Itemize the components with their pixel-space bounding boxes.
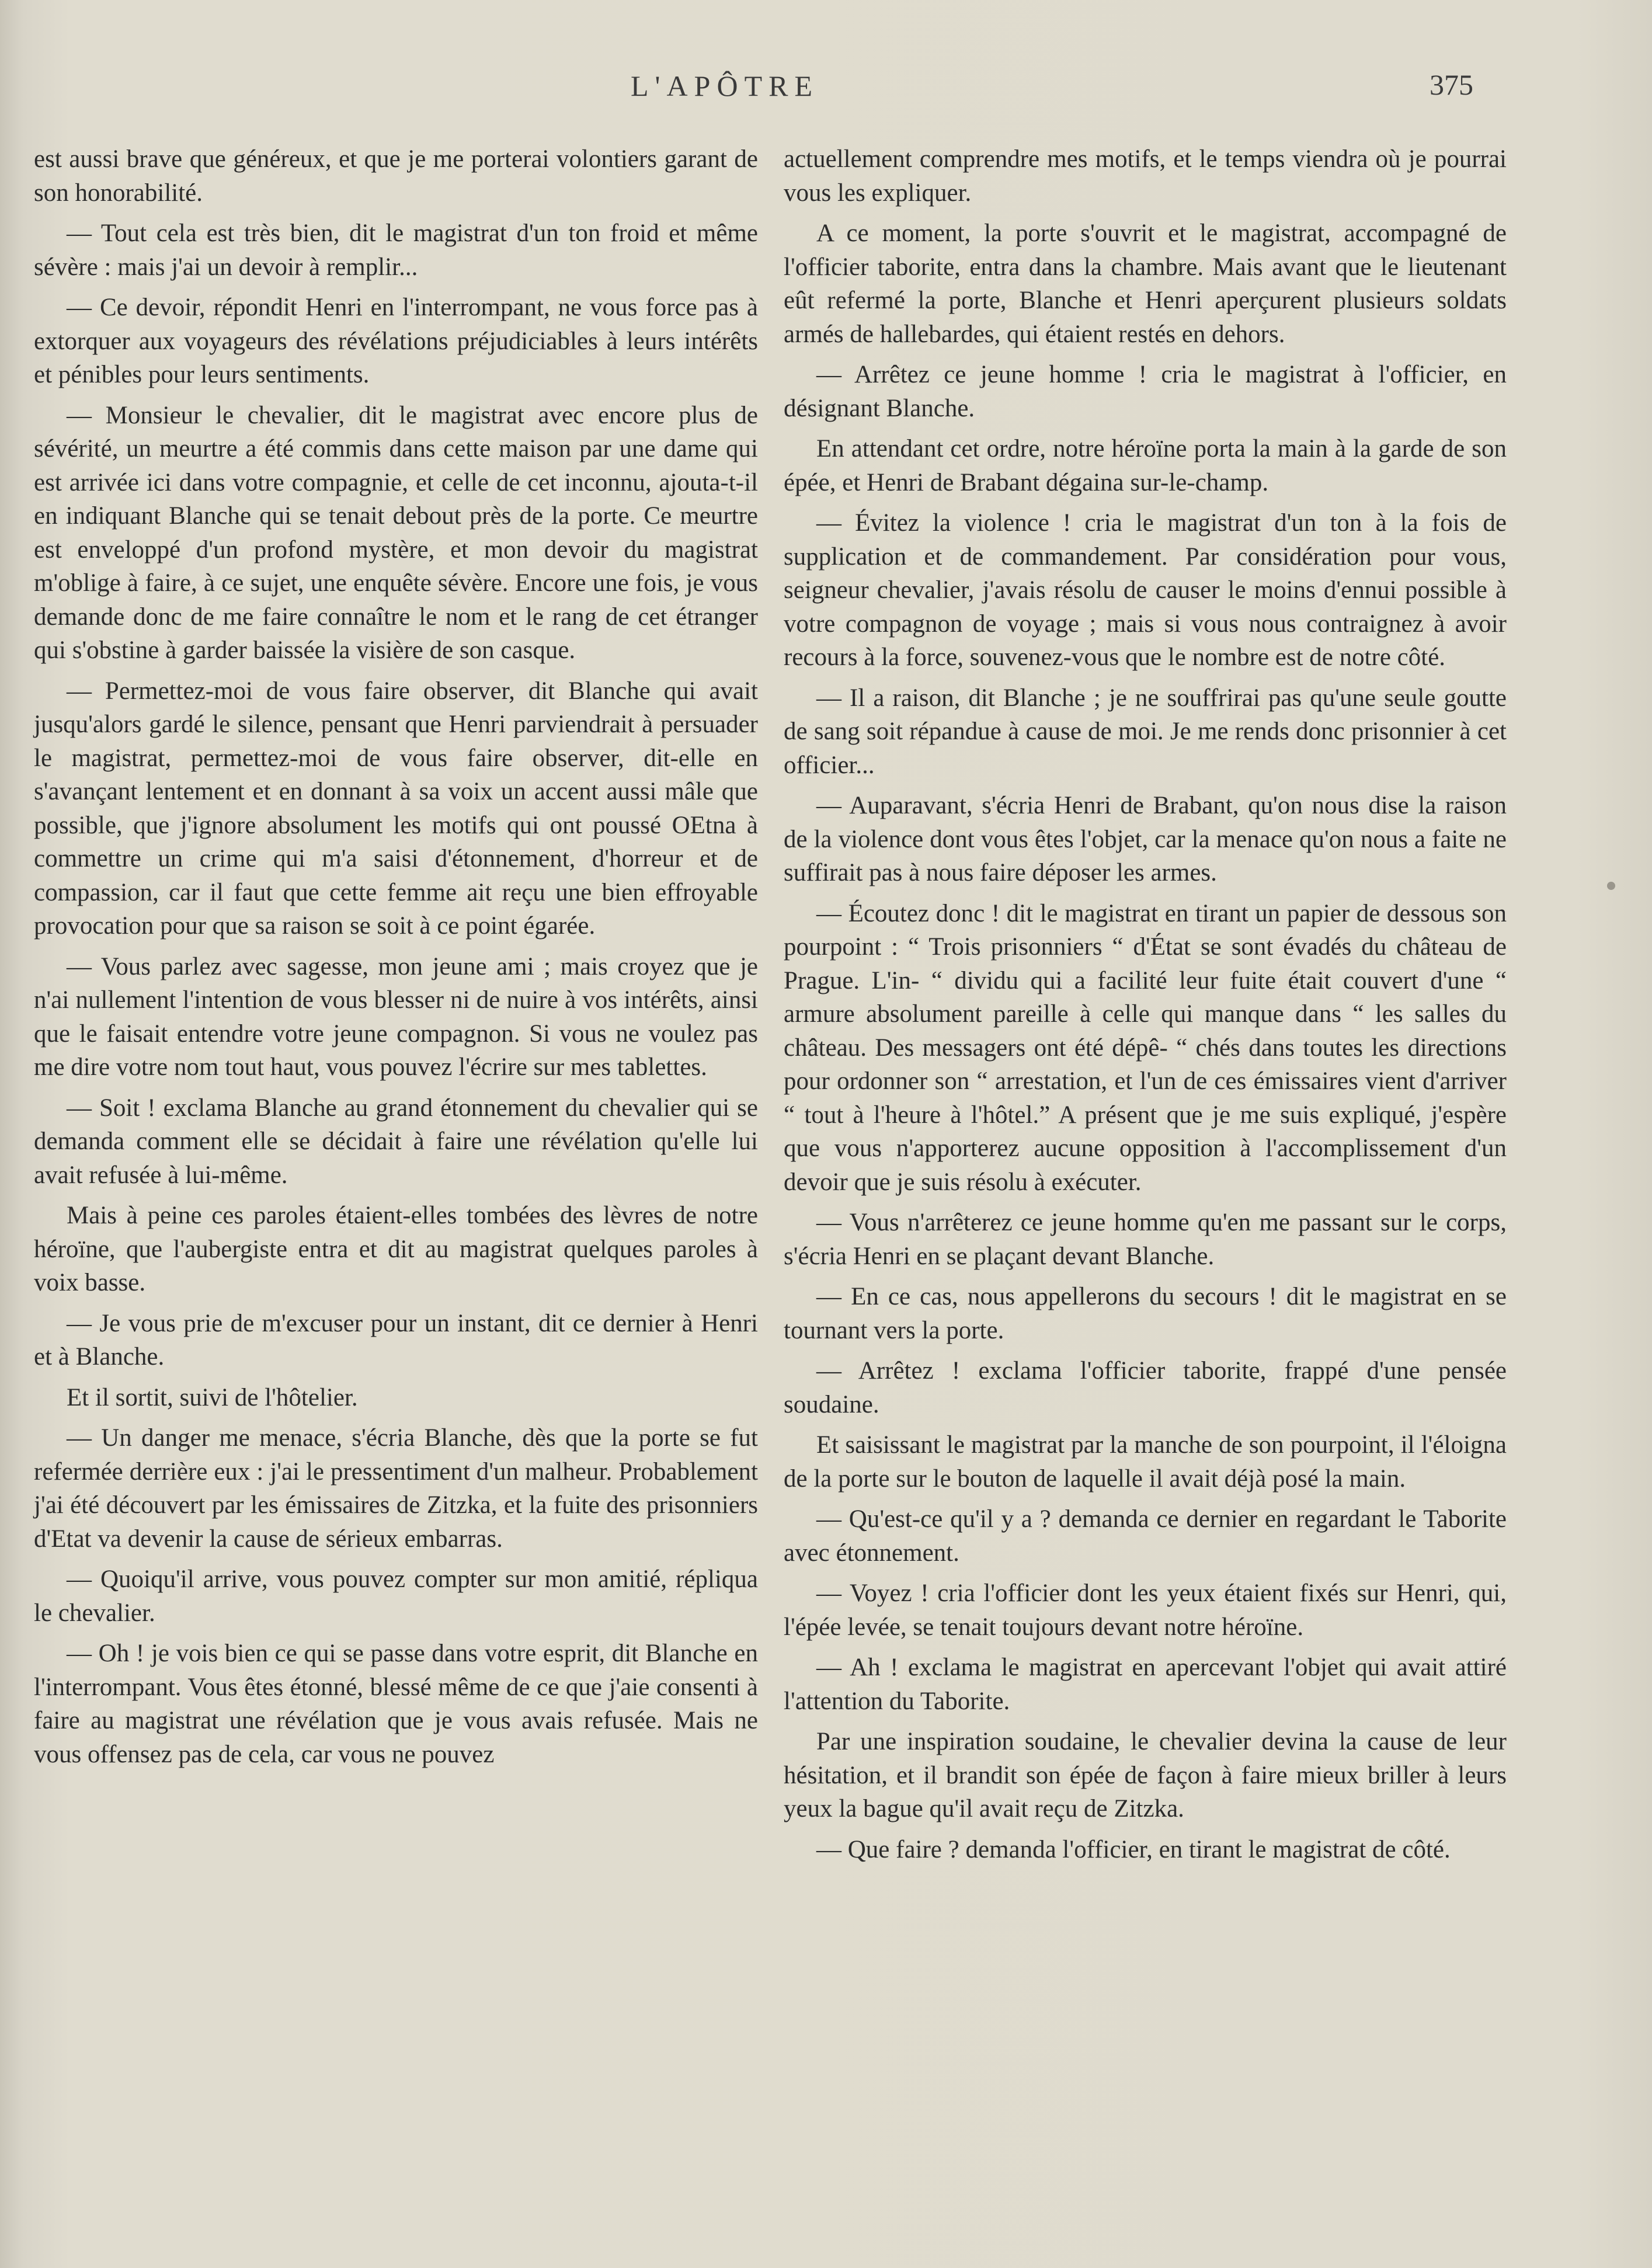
paragraph: — Monsieur le chevalier, dit le magistrat avec encore plus de sévérité, un meurtre a été commis dans cette maison par une dame qui est arrivée ici dans votre compagnie, et celle de cet inconnu, ajouta-t-il en indiquant Blanche qui se tenait debout près de la porte. Ce meurtre est enveloppé d'un profond mystère, et mon devoir du magistrat m'oblige à faire, à ce sujet, une enquête sévère. Encore une fois, je vous demande donc de me faire connaître le nom et le rang de cet étranger qui s'obstine à garder baissée la visière de son casque.: [34, 401, 758, 664]
paragraph: Mais à peine ces paroles étaient-elles tombées des lèvres de notre héroïne, que l'aubergiste entra et dit au magistrat quelques paroles à voix basse.: [34, 1202, 758, 1296]
paragraph: actuellement comprendre mes motifs, et le temps viendra où je pourrai vous les expliquer.: [784, 145, 1507, 207]
paragraph: — Arrêtez ce jeune homme ! cria le magistrat à l'officier, en désignant Blanche.: [784, 361, 1507, 422]
paragraph: — Un danger me menace, s'écria Blanche, dès que la porte se fut refermée derrière eux : j'ai le pressentiment d'un malheur. Probablement j'ai été découvert par les émissaires de Zitzka, et la fuite des prisonniers d'Etat va devenir la cause de sérieux embarras.: [34, 1424, 758, 1553]
paragraph: — Tout cela est très bien, dit le magistrat d'un ton froid et même sévère : mais j'ai un devoir à remplir...: [34, 220, 758, 281]
paragraph: Par une inspiration soudaine, le chevalier devina la cause de leur hésitation, et il brandit son épée de façon à faire mieux briller à leurs yeux la bague qu'il avait reçu de Zitzka.: [784, 1728, 1507, 1822]
paragraph: — Voyez ! cria l'officier dont les yeux étaient fixés sur Henri, qui, l'épée levée, se tenait toujours devant notre héroïne.: [784, 1580, 1507, 1641]
paragraph: — Arrêtez ! exclama l'officier taborite, frappé d'une pensée soudaine.: [784, 1357, 1507, 1418]
paragraph: — Permettez-moi de vous faire observer, dit Blanche qui avait jusqu'alors gardé le silence, pensant que Henri parviendrait à persuader le magistrat, permettez-moi de vous faire observer, dit-elle en s'avançant lentement et en donnant à sa voix un accent aussi mâle que possible, que j'ignore absolument les motifs qui ont poussé OEtna à commettre un crime qui m'a saisi d'étonnement, d'horreur et de compassion, car il faut que cette femme ait reçu une bien effroyable provocation pour que sa raison se soit à ce point égarée.: [34, 677, 758, 940]
paragraph: — Vous n'arrêterez ce jeune homme qu'en me passant sur le corps, s'écria Henri en se plaçant devant Blanche.: [784, 1209, 1507, 1270]
paragraph: est aussi brave que généreux, et que je me porterai volontiers garant de son honorabilité.: [34, 145, 758, 207]
paragraph: — Quoiqu'il arrive, vous pouvez compter sur mon amitié, répliqua le chevalier.: [34, 1566, 758, 1627]
paragraph: Et saisissant le magistrat par la manche de son pourpoint, il l'éloigna de la porte sur le bouton de laquelle il avait déjà posé la main.: [784, 1431, 1507, 1493]
paper-spot: [1607, 882, 1615, 890]
page-number: 375: [1430, 68, 1473, 101]
paragraph: — Ce devoir, répondit Henri en l'interrompant, ne vous force pas à extorquer aux voyageurs des révélations préjudiciables à leurs intérêts et pénibles pour leurs sentiments.: [34, 294, 758, 388]
paragraph: En attendant cet ordre, notre héroïne porta la main à la garde de son épée, et Henri de Brabant dégaina sur-le-champ.: [784, 435, 1507, 496]
paragraph: — Que faire ? demanda l'officier, en tirant le magistrat de côté.: [816, 1835, 1451, 1863]
paragraph: — Oh ! je vois bien ce qui se passe dans votre esprit, dit Blanche en l'interrompant. Vous êtes étonné, blessé même de ce que j'aie consenti à faire au magistrat une révélation que je vous avais refusée. Mais ne vous offensez pas de cela, car vous ne pouvez: [34, 1640, 758, 1768]
paragraph: — Ah ! exclama le magistrat en apercevant l'objet qui avait attiré l'attention du Taborite.: [784, 1654, 1507, 1715]
paragraph: — Écoutez donc ! dit le magistrat en tirant un papier de dessous son pourpoint : “ Trois prisonniers “ d'État se sont évadés du château de Prague. L'in- “ dividu qui a facilité leur fuite était couvert d'une “ armure absolument pareille à celle qui manque dans “ les salles du château. Des messagers ont été dépê- “ chés dans toutes les directions pour ordonner son “ arrestation, et l'un de ces émissaires vient d'arriver “ tout à l'heure à l'hôtel.” A présent que je me suis expliqué, j'espère que vous n'apporterez aucune opposition à l'accomplissement d'un devoir que je suis résolu à exécuter.: [784, 899, 1507, 1196]
paragraph: — Il a raison, dit Blanche ; je ne souffrirai pas qu'une seule goutte de sang soit répandue à cause de moi. Je me rends donc prisonnier à cet officier...: [784, 684, 1507, 779]
paragraph: — Qu'est-ce qu'il y a ? demanda ce dernier en regardant le Taborite avec étonnement.: [784, 1505, 1507, 1567]
paragraph: — Auparavant, s'écria Henri de Brabant, qu'on nous dise la raison de la violence dont vous êtes l'objet, car la menace qu'on nous a faite ne suffirait pas à nous faire déposer les armes.: [784, 792, 1507, 886]
paragraph: A ce moment, la porte s'ouvrit et le magistrat, accompagné de l'officier taborite, entra dans la chambre. Mais avant que le lieutenant eût refermé la porte, Blanche et Henri aperçurent plusieurs soldats armés de hallebardes, qui étaient restés en dehors.: [784, 220, 1507, 348]
paragraph: — Évitez la violence ! cria le magistrat d'un ton à la fois de supplication et de commandement. Par considération pour vous, seigneur chevalier, j'avais résolu de causer le moins d'ennui possible à votre compagnon de voyage ; mais si vous nous contraignez à avoir recours à la force, souvenez-vous que le nombre est de notre côté.: [784, 509, 1507, 671]
paragraph: — Je vous prie de m'excuser pour un instant, dit ce dernier à Henri et à Blanche.: [34, 1309, 758, 1370]
left-text-column: [34, 142, 758, 1778]
paragraph: — En ce cas, nous appellerons du secours ! dit le magistrat en se tournant vers la porte.: [784, 1283, 1507, 1344]
running-header-title: L'APÔTRE: [631, 69, 819, 102]
right-text-column: [784, 142, 1507, 1873]
paragraph: — Soit ! exclama Blanche au grand étonnement du chevalier qui se demanda comment elle se décidait à faire une révélation qu'elle lui avait refusée à lui-même.: [34, 1094, 758, 1189]
paragraph: — Vous parlez avec sagesse, mon jeune ami ; mais croyez que je n'ai nullement l'intention de vous blesser ni de nuire à vos intérêts, ainsi que le faisait entendre votre jeune compagnon. Si vous ne voulez pas me dire votre nom tout haut, vous pouvez l'écrire sur mes tablettes.: [34, 952, 758, 1081]
paragraph: Et il sortit, suivi de l'hôtelier.: [67, 1383, 358, 1411]
